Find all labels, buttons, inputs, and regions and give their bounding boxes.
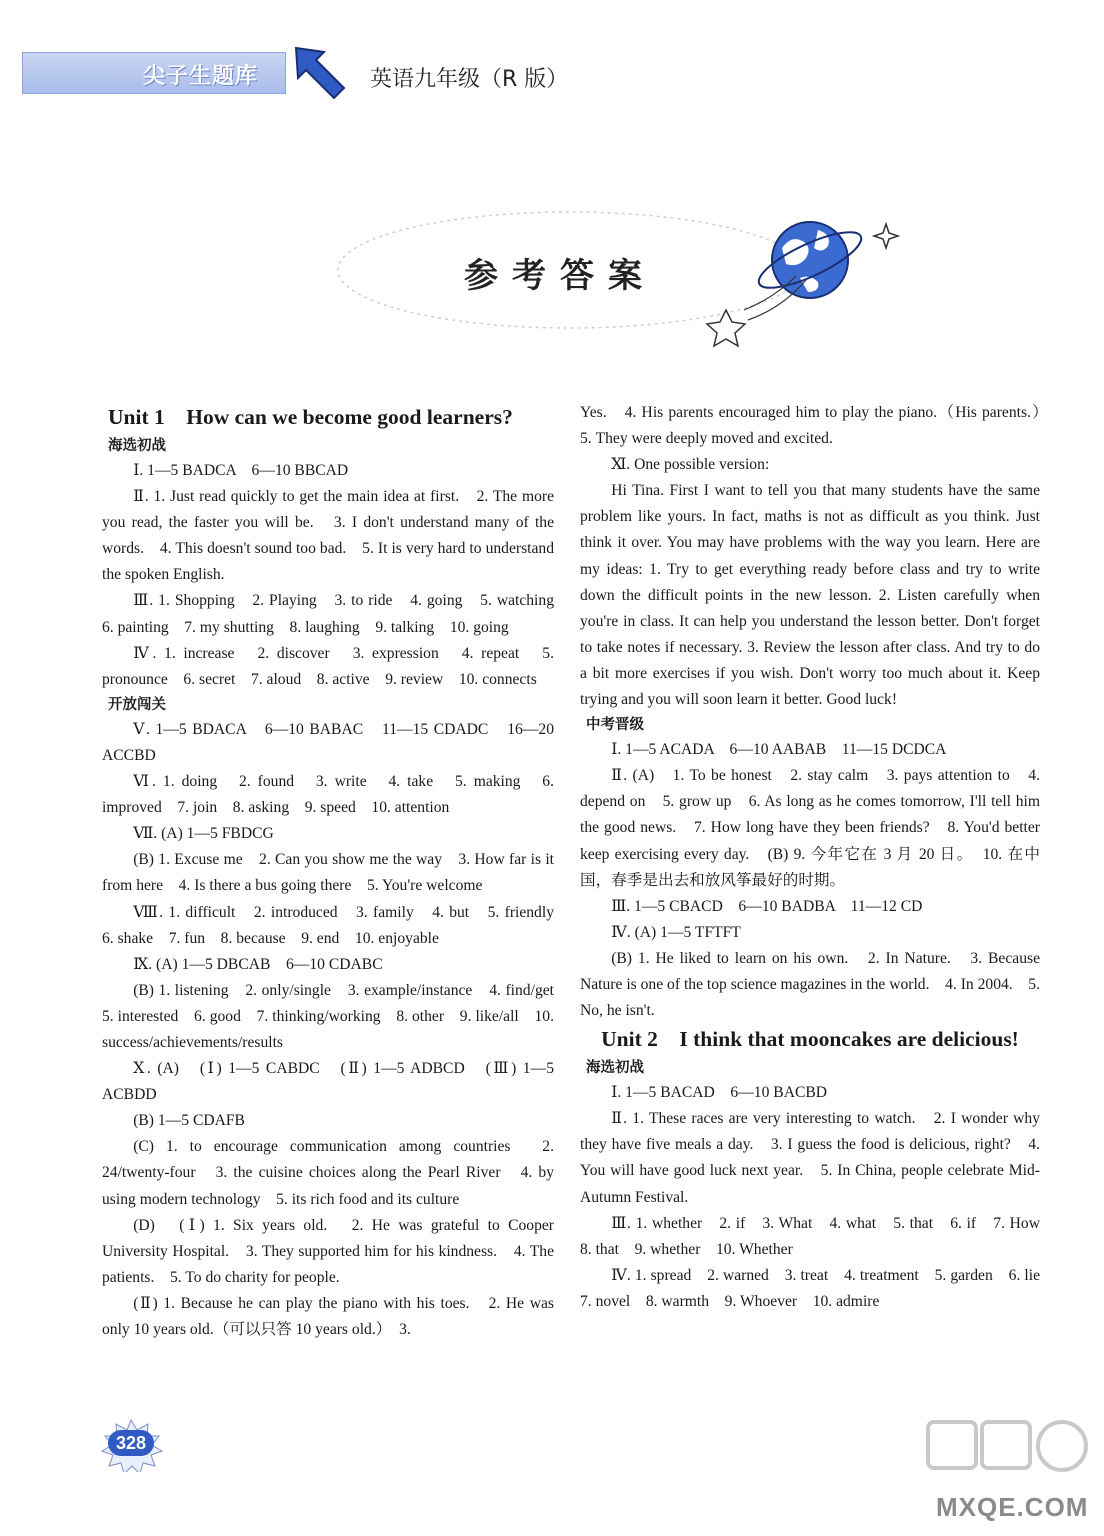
section-heading: 海选初战 bbox=[108, 438, 166, 454]
header-title: 英语九年级（R 版） bbox=[370, 67, 569, 92]
answer-paragraph: Ⅰ. 1—5 BADCA 6—10 BBCAD bbox=[133, 462, 349, 479]
arrow-up-icon bbox=[290, 44, 348, 100]
answer-paragraph: Ⅸ. (A) 1—5 DBCAB 6—10 CDABC bbox=[133, 955, 383, 973]
page-number-badge bbox=[92, 1418, 170, 1472]
answer-paragraph: (D) (Ⅰ) 1. Six years old. 2. He was grateful to Cooper University Hospital. 3. They supported him for his kindness. 4. The patients. 5. To do charity for people. bbox=[102, 1216, 554, 1286]
section-heading: 中考晋级 bbox=[586, 717, 644, 734]
answer-paragraph: Ⅰ. 1—5 BACAD 6—10 BACBD bbox=[611, 1084, 828, 1102]
answer-paragraph: Ⅷ. 1. difficult 2. introduced 3. family 4. but 5. friendly 6. shake 7. fun 8. because 9. end 10. enjoyable bbox=[102, 903, 570, 947]
answer-paragraph: Ⅱ. 1. These races are very interesting to watch. 2. I wonder why they have five meals a day. 3. I guess the food is delicious, right? 4. You will have good luck next year. 5. In China, people celebrate Mid-Autumn Festival. bbox=[580, 1110, 1040, 1206]
banner-title: 参考答案 bbox=[464, 256, 656, 296]
unit-heading: Unit 1 How can we become good learners? bbox=[108, 405, 513, 429]
answer-paragraph: (C) 1. to encourage communication among countries 2. 24/twenty-four 3. the cuisine choices along the Pearl River 4. by using modern technology 5. its rich food and its culture bbox=[102, 1138, 554, 1208]
sparkle-icon bbox=[874, 224, 898, 248]
answer-paragraph: (B) 1. Excuse me 2. Can you show me the way 3. How far is it from here 4. Is there a bus going there 5. You're welcome bbox=[102, 851, 554, 895]
right-column bbox=[580, 400, 1056, 1315]
watermark-text: MXQE.COM bbox=[936, 1492, 1089, 1522]
answer-paragraph: (B) 1. He liked to learn on his own. 2. In Nature. 3. Because Nature is one of the top science magazines in the world. 4. In 2004. 5. No, he isn't. bbox=[580, 949, 1040, 1020]
answer-paragraph: Ⅱ. (A) 1. To be honest 2. stay calm 3. pays attention to 4. depend on 5. grow up 6. As long as he comes tomorrow, I'll tell him the good news. 7. How long have they been friends? 8. You'd better keep exercising every day. (B) 9. 今年它在 3 月 20 日。 10. 在中国，春季是出去和放风筝最好的时期。 bbox=[580, 767, 1040, 889]
section-heading: 海选初战 bbox=[586, 1060, 644, 1077]
answer-paragraph: Ⅳ. 1. increase 2. discover 3. expression 4. repeat 5. pronounce 6. secret 7. aloud 8. active 9. review 10. connects bbox=[102, 644, 554, 688]
answer-paragraph: Ⅲ. 1—5 CBACD 6—10 BADBA 11—12 CD bbox=[611, 897, 923, 915]
answer-paragraph: Hi Tina. First I want to tell you that many students have the same problem like yours. In fact, maths is not as difficult as you think. Just think it over. You may have problems with the way you learn. Here are my ideas: 1. Try to get everything ready before class and try to write down the difficult points in the new lesson. 2. Listen carefully when you're in class. It can help you understand the lesson better. Don't forget to take notes if necessary. 3. Review the lesson after class. And try to do a bit more exercises if you wish. Don't worry too much about it. Keep trying and you will soon learn it better. Good luck! bbox=[580, 482, 1040, 709]
unit-heading: Unit 2 I think that mooncakes are delicious! bbox=[601, 1027, 1019, 1052]
answer-paragraph: (B) 1. listening 2. only/single 3. example/instance 4. find/get 5. interested 6. good 7. thinking/working 8. other 9. like/all 10. success/achievements/results bbox=[102, 981, 570, 1051]
header-brand: 尖子生题库 bbox=[143, 64, 259, 89]
answer-paragraph: (B) 1—5 CDAFB bbox=[133, 1112, 245, 1130]
section-heading: 开放闯关 bbox=[108, 696, 166, 713]
answer-paragraph: Ⅲ. 1. Shopping 2. Playing 3. to ride 4. going 5. watching 6. painting 7. my shutting 8. laughing 9. talking 10. going bbox=[102, 592, 570, 636]
answer-paragraph: Ⅳ. (A) 1—5 TFTFT bbox=[611, 923, 741, 941]
answer-paragraph: Ⅳ. 1. spread 2. warned 3. treat 4. treatment 5. garden 6. lie 7. novel 8. warmth 9. Whoever 10. admire bbox=[580, 1266, 1056, 1310]
answer-paragraph: Ⅲ. 1. whether 2. if 3. What 4. what 5. that 6. if 7. How 8. that 9. whether 10. Whether bbox=[580, 1214, 1056, 1258]
answer-paragraph: Ⅴ. 1—5 BDACA 6—10 BABAC 11—15 CDADC 16—20 ACCBD bbox=[102, 720, 554, 764]
answer-paragraph: Ⅵ. 1. doing 2. found 3. write 4. take 5. making 6. improved 7. join 8. asking 9. speed 10. attention bbox=[102, 773, 554, 817]
answer-paragraph: Ⅺ. One possible version: bbox=[611, 456, 770, 474]
answer-paragraph: Ⅰ. 1—5 ACADA 6—10 AABAB 11—15 DCDCA bbox=[611, 741, 947, 759]
header-brand-band bbox=[22, 52, 286, 94]
page-number: 328 bbox=[108, 1430, 154, 1456]
answer-paragraph: Ⅱ. 1. Just read quickly to get the main idea at first. 2. The more you read, the faster you will be. 3. I don't understand many of the words. 4. This doesn't sound too bad. 5. It is very hard to understand the spoken English. bbox=[102, 488, 554, 584]
answer-paragraph: Ⅹ. (A) (Ⅰ) 1—5 CABDC (Ⅱ) 1—5 ADBCD (Ⅲ) 1—5 ACBDD bbox=[102, 1060, 554, 1104]
answer-paragraph: (Ⅱ) 1. Because he can play the piano with his toes. 2. He was only 10 years old.（可以只答 10 years old.） 3. bbox=[102, 1294, 554, 1338]
globe-icon bbox=[752, 222, 867, 298]
answer-paragraph: Ⅶ. (A) 1—5 FBDCG bbox=[133, 825, 274, 843]
answer-paragraph: Yes. 4. His parents encouraged him to play the piano.（His parents.） 5. They were deeply moved and excited. bbox=[580, 404, 1056, 448]
left-column bbox=[102, 402, 570, 1343]
